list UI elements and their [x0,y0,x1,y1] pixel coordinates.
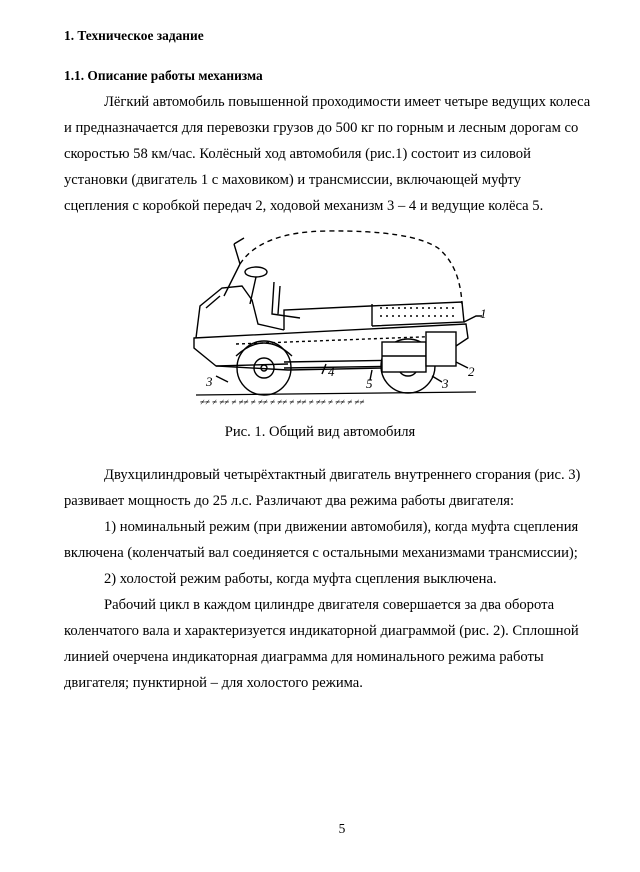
ground-hatching: ≠≠ ≠ ≠≠ ≠ ≠≠ ≠ ≠≠ ≠ ≠≠ ≠ ≠≠ ≠ ≠≠ ≠ ≠≠ ≠ ≠≠ [200,397,365,407]
paragraph-1-line-3: скоростью 58 км/час. Колёсный ход автомобиля (рис.1) состоит из силовой [64,146,531,162]
paragraph-2-line-1: Двухцилиндровый четырёхтактный двигатель внутреннего сгорания (рис. 3) [104,467,581,483]
list-item-1-line-1: 1) номинальный режим (при движении автомобиля), когда муфта сцепления [104,519,579,535]
label-5: 5 [366,376,373,391]
label-3-front: 3 [206,374,213,389]
label-1: 1 [480,306,487,321]
label-2: 2 [468,364,475,379]
paragraph-3-line-4: двигателя; пунктирной – для холостого режима. [64,675,363,691]
paragraph-1-line-4: установки (двигатель 1 с маховиком) и трансмиссии, включающей муфту [64,172,522,188]
paragraph-3-line-1: Рабочий цикл в каждом цилиндре двигателя совершается за два оборота [104,597,555,613]
list-item-2: 2) холостой режим работы, когда муфта сцепления выключена. [104,571,497,587]
subsection-heading: 1.1. Описание работы механизма [64,68,263,83]
section-heading: 1. Техническое задание [64,28,204,43]
paragraph-1-line-1: Лёгкий автомобиль повышенной проходимости имеет четыре ведущих колеса [104,94,591,110]
label-4: 4 [328,364,335,379]
page-number: 5 [338,821,346,836]
paragraph-1-line-5: сцепления с коробкой передач 2, ходовой механизм 3 – 4 и ведущие колёса 5. [64,198,544,214]
figure-caption: Рис. 1. Общий вид автомобиля [224,424,416,440]
paragraph-2-line-2: развивает мощность до 25 л.с. Различают два режима работы двигателя: [64,493,515,509]
list-item-1-line-2: включена (коленчатый вал соединяется с остальными механизмами трансмиссии); [64,545,578,561]
vehicle-figure [176,226,488,420]
paragraph-3-line-2: коленчатого вала и характеризуется индикаторной диаграммой (рис. 2). Сплошной [64,623,579,639]
paragraph-3-line-3: линией очерчена индикаторная диаграмма для номинального режима работы [64,649,544,665]
paragraph-1-line-2: и предназначается для перевозки грузов до 500 кг по горным и лесным дорогам со [64,120,579,136]
label-3-rear: 3 [442,376,449,391]
